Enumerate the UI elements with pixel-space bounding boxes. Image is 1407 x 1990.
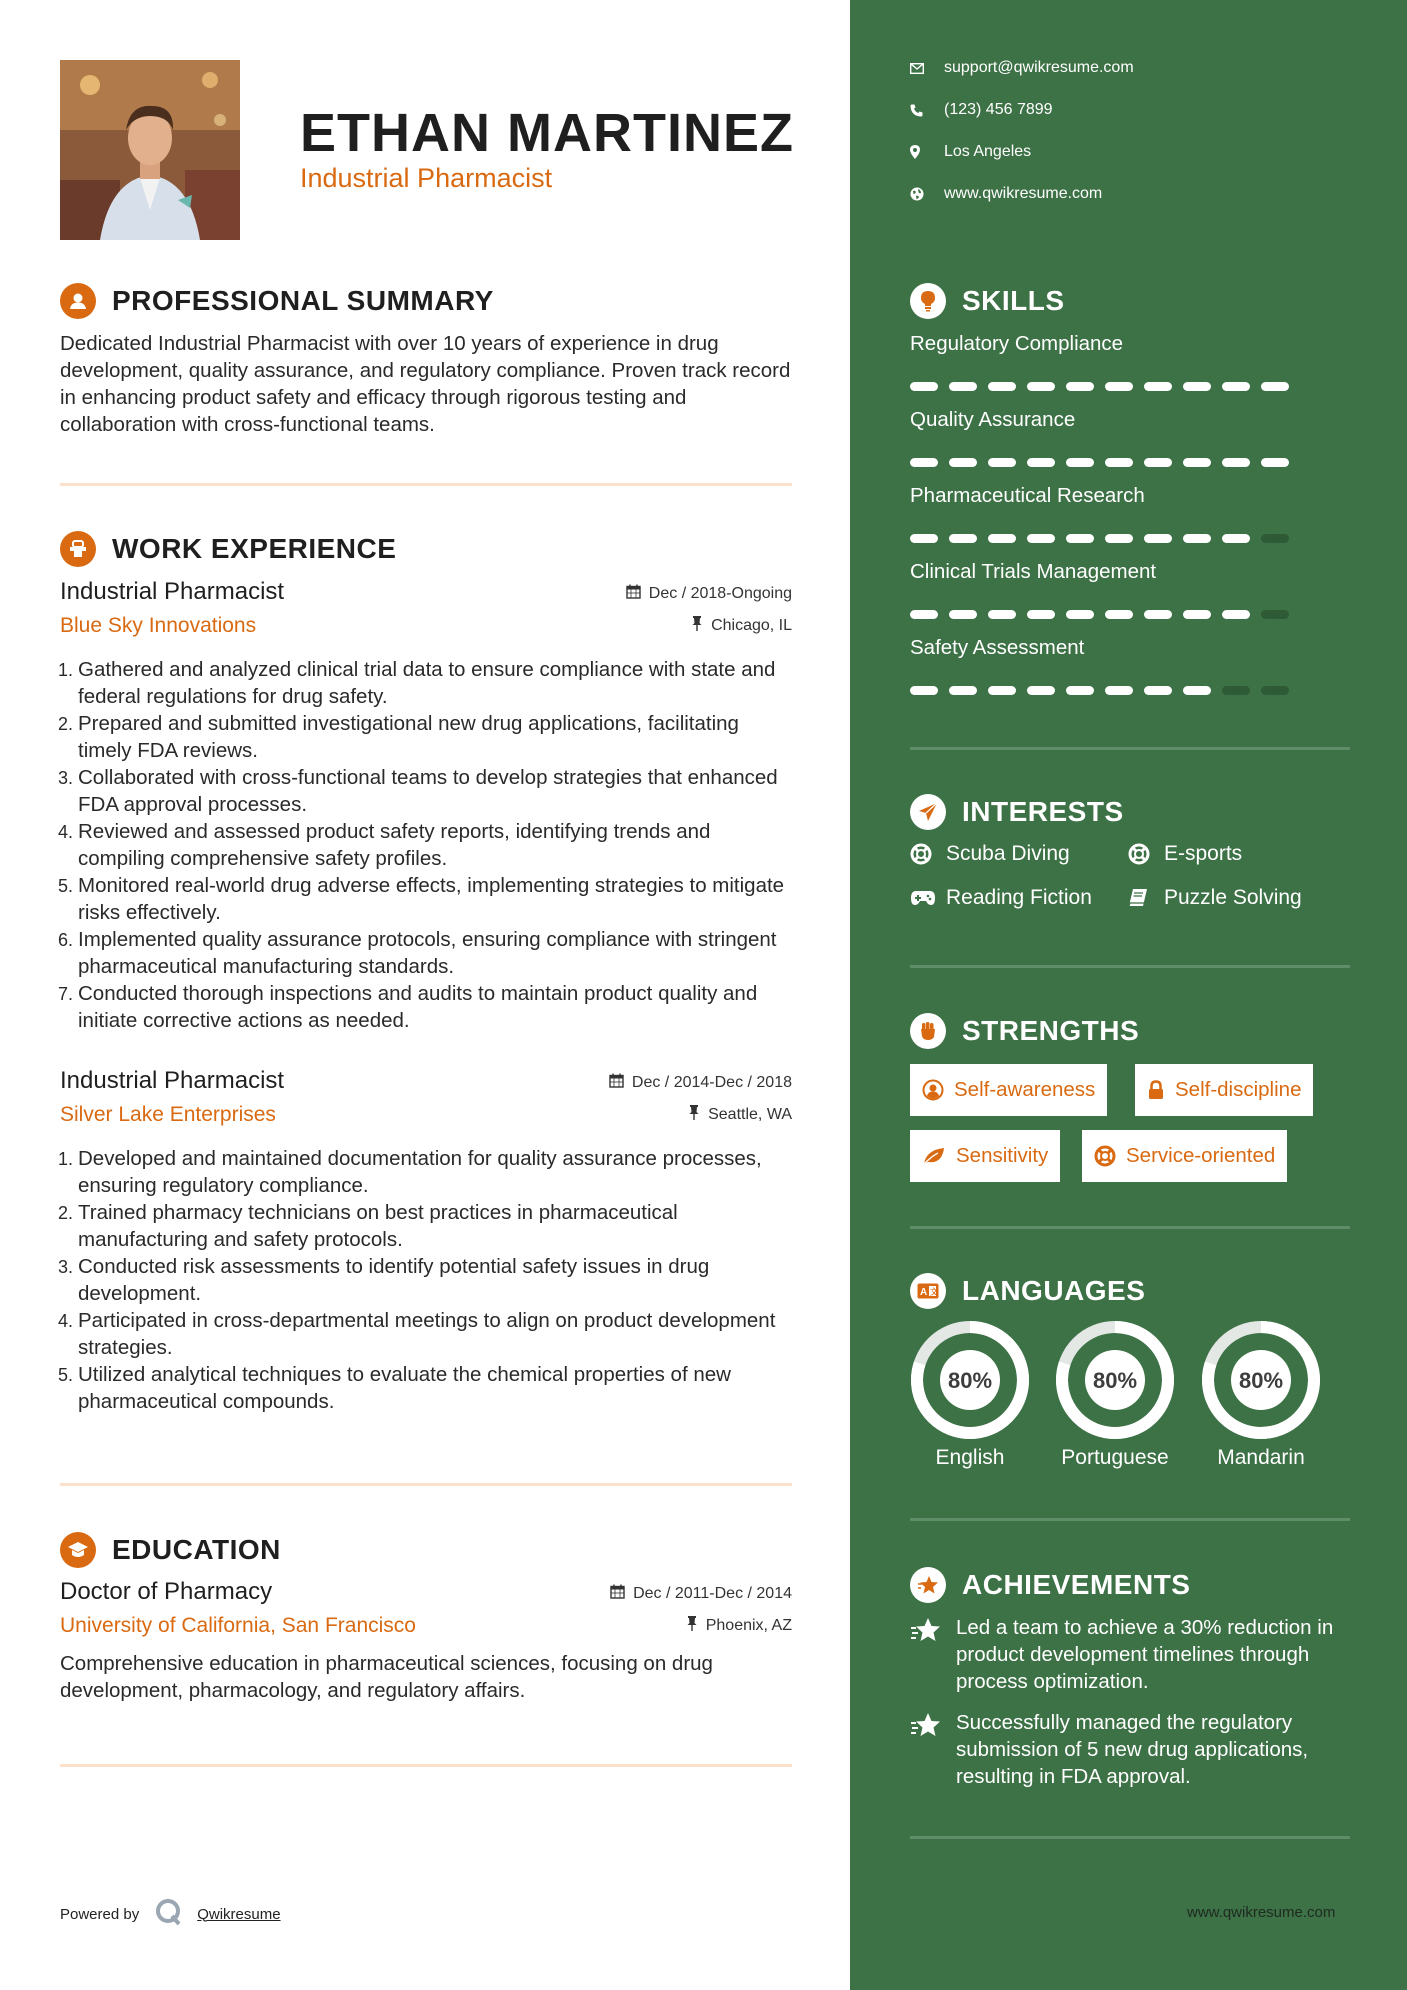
skill-item	[910, 636, 1350, 660]
skill-name: Regulatory Compliance	[910, 332, 1124, 355]
skill-segment-filled	[1261, 458, 1289, 467]
strengths-title: STRENGTHS	[962, 1015, 1140, 1046]
interest-item: E-sports	[1128, 842, 1242, 866]
skill-segment-filled	[1144, 458, 1172, 467]
divider	[910, 1226, 1350, 1229]
skill-segment-filled	[1222, 458, 1250, 467]
skill-segment-filled	[949, 458, 977, 467]
skill-item	[910, 408, 1350, 432]
interests-title: INTERESTS	[962, 796, 1124, 827]
skill-segment-filled	[1105, 458, 1133, 467]
education-date: Dec / 2011-Dec / 2014	[610, 1584, 792, 1604]
skill-item	[910, 332, 1350, 356]
lifebuoy-icon	[1094, 1145, 1116, 1167]
language-icon	[910, 1273, 946, 1309]
language-item	[1199, 1318, 1323, 1470]
skill-name: Clinical Trials Management	[910, 560, 1157, 583]
skill-segment-filled	[910, 610, 938, 619]
job-bullets	[60, 656, 792, 1034]
skill-bar	[910, 458, 1300, 467]
envelope-icon	[910, 63, 944, 74]
list-item: 2. Trained pharmacy technicians on best practices in pharmaceutical manufacturing and safety protocols.	[78, 1199, 792, 1253]
skills-title: SKILLS	[962, 285, 1065, 316]
job-date: Dec / 2014-Dec / 2018	[609, 1073, 792, 1093]
skill-segment-filled	[988, 382, 1016, 391]
interest-item: Scuba Diving	[910, 842, 1070, 866]
language-ring	[1199, 1318, 1323, 1442]
strength-badge: Sensitivity	[910, 1130, 1060, 1182]
leaf-icon	[922, 1146, 946, 1166]
skill-segment-filled	[1066, 458, 1094, 467]
skill-segment-filled	[910, 534, 938, 543]
pin-icon	[686, 1616, 698, 1636]
skill-segment-filled	[1027, 610, 1055, 619]
experience-heading	[60, 531, 396, 567]
list-item: 1. Developed and maintained documentation for quality assurance processes, ensuring regulatory compliance.	[78, 1145, 792, 1199]
skill-segment-filled	[988, 534, 1016, 543]
divider	[60, 1764, 792, 1767]
footer-website[interactable]: www.qwikresume.com	[1187, 1904, 1336, 1921]
lifebuoy-icon	[1128, 843, 1164, 865]
contact-email: support@qwikresume.com	[910, 59, 1134, 77]
summary-title: PROFESSIONAL SUMMARY	[112, 285, 494, 316]
job-date: Dec / 2018-Ongoing	[626, 584, 792, 604]
language-name: English	[935, 1446, 1005, 1469]
skill-segment-filled	[1027, 534, 1055, 543]
skill-segment-filled	[1183, 382, 1211, 391]
languages-heading	[910, 1273, 1145, 1309]
skill-segment-filled	[1027, 686, 1055, 695]
skill-segment-filled	[988, 458, 1016, 467]
job-title: Industrial Pharmacist	[60, 578, 285, 605]
svg-text:文: 文	[930, 1287, 938, 1297]
candidate-name: ETHAN MARTINEZ	[300, 103, 794, 163]
language-name: Portuguese	[1061, 1446, 1169, 1469]
list-item: 3. Conducted risk assessments to identify potential safety issues in drug development.	[78, 1253, 792, 1307]
achievements-heading	[910, 1567, 1190, 1603]
school: University of California, San Francisco	[60, 1614, 416, 1637]
achievements-title: ACHIEVEMENTS	[962, 1569, 1191, 1600]
candidate-title: Industrial Pharmacist	[300, 163, 553, 193]
skill-segment-filled	[910, 686, 938, 695]
skill-segment-empty	[1222, 686, 1250, 695]
skill-segment-filled	[1066, 686, 1094, 695]
profile-photo	[60, 60, 240, 240]
skill-item	[910, 560, 1350, 584]
job-bullets	[60, 1145, 792, 1415]
skill-segment-filled	[1105, 686, 1133, 695]
skill-segment-filled	[988, 610, 1016, 619]
job-company: Blue Sky Innovations	[60, 614, 257, 637]
skill-segment-filled	[988, 686, 1016, 695]
skill-segment-filled	[1183, 686, 1211, 695]
list-item: 1. Gathered and analyzed clinical trial data to ensure compliance with state and federal regulations for drug safety.	[78, 656, 792, 710]
skill-bar	[910, 534, 1300, 543]
achievement-item: Successfully managed the regulatory submission of 5 new drug applications, resulting in FDA approval.	[910, 1709, 1350, 1790]
skill-segment-filled	[1027, 458, 1055, 467]
experience-title: WORK EXPERIENCE	[112, 533, 397, 564]
divider	[910, 747, 1350, 750]
skill-segment-filled	[910, 382, 938, 391]
skill-segment-empty	[1261, 610, 1289, 619]
skill-segment-filled	[1105, 610, 1133, 619]
skill-segment-filled	[949, 382, 977, 391]
user-circle-icon	[922, 1079, 944, 1101]
skill-segment-filled	[1066, 382, 1094, 391]
phone-icon	[910, 104, 944, 117]
language-ring	[908, 1318, 1032, 1442]
divider	[910, 1518, 1350, 1521]
svg-text:A: A	[920, 1287, 928, 1298]
list-item: 4. Reviewed and assessed product safety reports, identifying trends and compiling comprehensive safety profiles.	[78, 818, 792, 872]
map-pin-icon	[910, 145, 944, 159]
list-item: 2. Prepared and submitted investigational new drug applications, facilitating timely FDA reviews.	[78, 710, 792, 764]
skill-segment-filled	[1183, 458, 1211, 467]
skill-segment-filled	[1027, 382, 1055, 391]
user-icon	[60, 283, 96, 319]
contact-phone: (123) 456 7899	[910, 101, 1053, 119]
pin-icon	[691, 616, 703, 636]
skill-segment-filled	[949, 610, 977, 619]
powered-by-label: Powered by	[60, 1905, 140, 1923]
skill-segment-empty	[1261, 686, 1289, 695]
achievement-item: Led a team to achieve a 30% reduction in product development timelines through process optimization.	[910, 1614, 1350, 1695]
pin-icon	[688, 1105, 700, 1125]
summary-heading	[60, 283, 494, 319]
education-entry	[60, 1578, 792, 1718]
skill-bar	[910, 382, 1300, 391]
skill-segment-filled	[1222, 534, 1250, 543]
strengths-heading	[910, 1013, 1139, 1049]
skill-segment-filled	[1105, 534, 1133, 543]
skills-heading	[910, 283, 1065, 319]
powered-by	[60, 1898, 281, 1930]
graduation-icon	[60, 1532, 96, 1568]
list-item: 5. Utilized analytical techniques to evaluate the chemical properties of new pharmaceutical compounds.	[78, 1361, 792, 1415]
star-icon	[910, 1567, 946, 1603]
skill-segment-empty	[1261, 534, 1289, 543]
skill-name: Safety Assessment	[910, 636, 1085, 659]
calendar-icon	[609, 1073, 624, 1093]
skill-segment-filled	[1144, 534, 1172, 543]
job-entry	[60, 578, 792, 1038]
gamepad-icon	[910, 890, 946, 906]
skill-segment-filled	[1105, 382, 1133, 391]
lifebuoy-icon	[910, 843, 946, 865]
education-location: Phoenix, AZ	[686, 1616, 792, 1636]
language-ring	[1053, 1318, 1177, 1442]
job-entry	[60, 1067, 792, 1427]
qwikresume-logo-icon	[155, 1898, 183, 1930]
skill-segment-filled	[1222, 382, 1250, 391]
skill-segment-filled	[1183, 610, 1211, 619]
language-percent: 80%	[1092, 1368, 1138, 1393]
list-item: 5. Monitored real-world drug adverse effects, implementing strategies to mitigate risks effectively.	[78, 872, 792, 926]
strength-badge: Self-discipline	[1135, 1064, 1313, 1116]
star-icon	[910, 1614, 956, 1695]
globe-icon	[910, 187, 944, 201]
language-percent: 80%	[1238, 1368, 1284, 1393]
divider	[910, 1836, 1350, 1839]
list-item: 4. Participated in cross-departmental meetings to align on product development strategies.	[78, 1307, 792, 1361]
skill-segment-filled	[1261, 382, 1289, 391]
education-heading	[60, 1532, 281, 1568]
skill-segment-filled	[1066, 610, 1094, 619]
languages-title: LANGUAGES	[962, 1275, 1146, 1306]
calendar-icon	[626, 584, 641, 604]
job-location: Chicago, IL	[691, 616, 792, 636]
skill-bar	[910, 686, 1300, 695]
list-item: 3. Collaborated with cross-functional teams to develop strategies that enhanced FDA approval processes.	[78, 764, 792, 818]
skill-segment-filled	[949, 686, 977, 695]
contact-website[interactable]: www.qwikresume.com	[910, 185, 1102, 203]
skill-name: Pharmaceutical Research	[910, 484, 1145, 507]
skill-bar	[910, 610, 1300, 619]
lightbulb-icon	[910, 283, 946, 319]
contact-location: Los Angeles	[910, 143, 1031, 161]
divider	[60, 483, 792, 486]
book-icon	[1128, 888, 1164, 908]
skill-segment-filled	[910, 458, 938, 467]
job-title: Industrial Pharmacist	[60, 1067, 285, 1094]
skill-segment-filled	[1066, 534, 1094, 543]
job-location: Seattle, WA	[688, 1105, 792, 1125]
skill-segment-filled	[1144, 382, 1172, 391]
lock-icon	[1147, 1080, 1165, 1100]
education-title: EDUCATION	[112, 1534, 281, 1565]
skill-segment-filled	[1183, 534, 1211, 543]
summary-text: Dedicated Industrial Pharmacist with over 10 years of experience in drug development, quality assurance, and regulatory compliance. Proven track record in enhancing product safety and efficacy through rigorous testing and collaboration with cross-functional teams.	[60, 332, 791, 436]
skill-segment-filled	[949, 534, 977, 543]
interests-heading	[910, 794, 1124, 830]
divider	[60, 1483, 792, 1486]
briefcase-icon	[60, 531, 96, 567]
education-description: Comprehensive education in pharmaceutical sciences, focusing on drug development, pharmacology, and regulatory affairs.	[60, 1652, 713, 1702]
language-percent: 80%	[947, 1368, 993, 1393]
interest-item: Puzzle Solving	[1128, 886, 1302, 910]
list-item: 7. Conducted thorough inspections and audits to maintain product quality and initiate corrective actions as needed.	[78, 980, 792, 1034]
skill-segment-filled	[1222, 610, 1250, 619]
strength-badge: Self-awareness	[910, 1064, 1107, 1116]
paper-plane-icon	[910, 794, 946, 830]
calendar-icon	[610, 1584, 625, 1604]
language-name: Mandarin	[1217, 1446, 1305, 1469]
skill-item	[910, 484, 1350, 508]
language-item	[1053, 1318, 1177, 1470]
skill-segment-filled	[1144, 610, 1172, 619]
job-company: Silver Lake Enterprises	[60, 1103, 276, 1126]
qwikresume-link[interactable]: Qwikresume	[197, 1905, 281, 1923]
divider	[910, 965, 1350, 968]
language-item	[908, 1318, 1032, 1470]
interest-item: Reading Fiction	[910, 886, 1092, 910]
sidebar	[850, 0, 1407, 1990]
fist-icon	[910, 1013, 946, 1049]
skill-segment-filled	[1144, 686, 1172, 695]
skill-name: Quality Assurance	[910, 408, 1076, 431]
list-item: 6. Implemented quality assurance protocols, ensuring compliance with stringent pharmaceutical manufacturing standards.	[78, 926, 792, 980]
strength-badge: Service-oriented	[1082, 1130, 1287, 1182]
degree: Doctor of Pharmacy	[60, 1578, 273, 1605]
star-icon	[910, 1709, 956, 1790]
